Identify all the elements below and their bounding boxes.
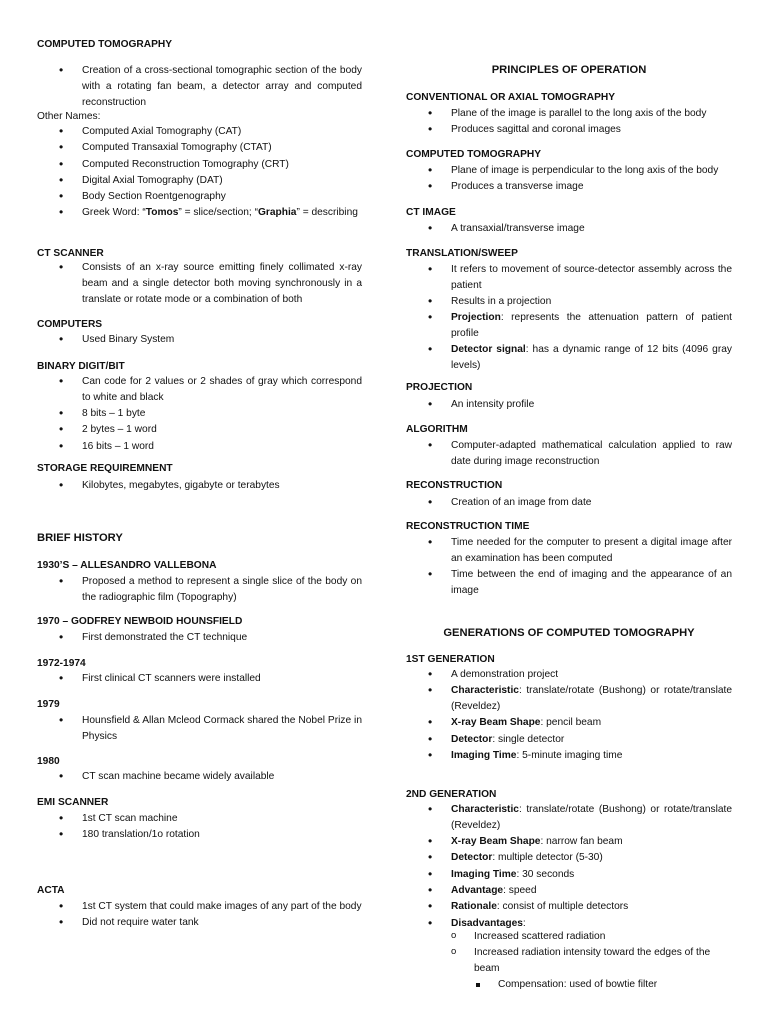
- computers-list: [37, 332, 362, 348]
- list-item: • X-ray Beam Shape: pencil beam: [406, 715, 732, 731]
- list-item: • 8 bits – 1 byte: [37, 406, 362, 422]
- heading-computers: COMPUTERS: [37, 319, 103, 330]
- heading-1972-1974: 1972-1974: [37, 658, 86, 669]
- list-item: • It refers to movement of source-detector assembly across the patient: [406, 262, 732, 294]
- heading-emi-scanner: EMI SCANNER: [37, 797, 109, 808]
- heading-ct-scanner: CT SCANNER: [37, 248, 104, 259]
- list-item: • A demonstration project: [406, 667, 732, 683]
- heading-2nd-generation: 2ND GENERATION: [406, 789, 497, 800]
- binary-list: [37, 374, 362, 455]
- reconstruction-list: [406, 495, 732, 511]
- list-item: • Used Binary System: [37, 332, 362, 348]
- list-item: • First demonstrated the CT technique: [37, 630, 362, 646]
- algorithm-list: [406, 438, 732, 470]
- heading-1970: 1970 – GODFREY NEWBOID HOUNSFIELD: [37, 616, 243, 627]
- heading-reconstruction: RECONSTRUCTION: [406, 480, 503, 491]
- list-item: • Results in a projection: [406, 294, 732, 310]
- list-item: • Kilobytes, megabytes, gigabyte or terabytes: [37, 478, 362, 494]
- heading-acta: ACTA: [37, 885, 65, 896]
- list-item: • X-ray Beam Shape: narrow fan beam: [406, 834, 732, 850]
- heading-binary-digit: BINARY DIGIT/BIT: [37, 361, 125, 372]
- list-item: • First clinical CT scanners were installed: [37, 671, 362, 687]
- list-item: • An intensity profile: [406, 397, 732, 413]
- heading-1930s: 1930’S – ALLESANDRO VALLEBONA: [37, 560, 217, 571]
- list-item: • 180 translation/1o rotation: [37, 827, 362, 843]
- list-item: • Rationale: consist of multiple detectors: [406, 899, 732, 915]
- list-item: • Disadvantages:: [406, 916, 732, 932]
- list-item: • Did not require water tank: [37, 915, 362, 931]
- list-item: • 16 bits – 1 word: [37, 439, 362, 455]
- ct-image-list: [406, 221, 732, 237]
- heading-principles-of-operation: PRINCIPLES OF OPERATION: [491, 64, 647, 76]
- emi-scanner-list: [37, 811, 362, 844]
- list-item: • Produces sagittal and coronal images: [406, 122, 732, 138]
- list-item: • Characteristic: translate/rotate (Bushong) or rotate/translate (Reveldez): [406, 802, 732, 834]
- ct-definition-list: [37, 63, 362, 111]
- list-item: • A transaxial/transverse image: [406, 221, 732, 237]
- ct-scanner-list: [37, 260, 362, 308]
- list-item: • Can code for 2 values or 2 shades of gray which correspond to white and black: [37, 374, 362, 406]
- list-item: • Projection: represents the attenuation pattern of patient profile: [406, 310, 732, 342]
- conventional-list: [406, 106, 732, 139]
- list-item: • Creation of a cross-sectional tomographic section of the body with a rotating fan beam, a detector array and computed reconstruction: [37, 63, 362, 110]
- list-item: • Computer-adapted mathematical calculation applied to raw date during image reconstruction: [406, 438, 732, 470]
- heading-1980: 1980: [37, 756, 60, 767]
- list-item: o Increased scattered radiation: [406, 929, 732, 945]
- list-item: • Characteristic: translate/rotate (Bushong) or rotate/translate (Reveldez): [406, 683, 732, 715]
- history-1970-list: [37, 630, 362, 646]
- history-1930-list: [37, 574, 362, 606]
- heading-ct-image: CT IMAGE: [406, 207, 456, 218]
- list-item: • Detector: multiple detector (5-30): [406, 850, 732, 866]
- gen1-list: [406, 667, 732, 764]
- heading-conventional-tomography: CONVENTIONAL OR AXIAL TOMOGRAPHY: [406, 92, 616, 103]
- gen2-list: [406, 802, 732, 932]
- list-item: • Digital Axial Tomography (DAT): [37, 173, 362, 189]
- other-names-list: [37, 124, 362, 222]
- ct2-list: [406, 163, 732, 196]
- list-item: Compensation: used of bowtie filter: [406, 977, 732, 993]
- heading-generations: GENERATIONS OF COMPUTED TOMOGRAPHY: [443, 627, 695, 639]
- list-item: • Hounsfield & Allan Mcleod Cormack shared the Nobel Prize in Physics: [37, 713, 362, 745]
- translation-list: [406, 262, 732, 375]
- list-item: • Detector: single detector: [406, 732, 732, 748]
- list-item: • Computed Transaxial Tomography (CTAT): [37, 140, 362, 156]
- list-item: • CT scan machine became widely available: [37, 769, 362, 785]
- heading-computed-tomography: COMPUTED TOMOGRAPHY: [37, 39, 173, 50]
- heading-1979: 1979: [37, 699, 60, 710]
- history-1980-list: [37, 769, 362, 785]
- heading-projection: PROJECTION: [406, 382, 473, 393]
- list-item: • Detector signal: has a dynamic range of 12 bits (4096 gray levels): [406, 342, 732, 374]
- list-item: • 2 bytes – 1 word: [37, 422, 362, 438]
- list-item: • Advantage: speed: [406, 883, 732, 899]
- projection-list: [406, 397, 732, 413]
- other-names-label: Other Names:: [37, 111, 101, 122]
- heading-storage: STORAGE REQUIREMNENT: [37, 463, 173, 474]
- list-item: • 1st CT scan machine: [37, 811, 362, 827]
- list-item: • Consists of an x-ray source emitting finely collimated x-ray beam and a single detector both moving synchronously in a translate or rotate mode or a combination of both: [37, 260, 362, 307]
- list-item: • Computed Reconstruction Tomography (CRT): [37, 157, 362, 173]
- list-item: • Imaging Time: 5-minute imaging time: [406, 748, 732, 764]
- compensation-sublist: [406, 977, 732, 993]
- disadvantages-sublist: [406, 929, 732, 977]
- history-1979-list: [37, 713, 362, 745]
- heading-computed-tomography-2: COMPUTED TOMOGRAPHY: [406, 149, 542, 160]
- list-item: • Creation of an image from date: [406, 495, 732, 511]
- list-item: • Plane of the image is parallel to the long axis of the body: [406, 106, 732, 122]
- list-item: • Plane of image is perpendicular to the long axis of the body: [406, 163, 732, 179]
- heading-translation-sweep: TRANSLATION/SWEEP: [406, 248, 518, 259]
- list-item: • Imaging Time: 30 seconds: [406, 867, 732, 883]
- heading-1st-generation: 1ST GENERATION: [406, 654, 495, 665]
- list-item: • Time needed for the computer to present a digital image after an examination has been computed: [406, 535, 732, 567]
- list-item: • 1st CT system that could make images of any part of the body: [37, 899, 362, 915]
- list-item: • Proposed a method to represent a single slice of the body on the radiographic film (Topography): [37, 574, 362, 606]
- heading-brief-history: BRIEF HISTORY: [37, 532, 123, 544]
- reconstruction-time-list: [406, 535, 732, 599]
- heading-algorithm: ALGORITHM: [406, 424, 468, 435]
- heading-reconstruction-time: RECONSTRUCTION TIME: [406, 521, 530, 532]
- history-1972-list: [37, 671, 362, 687]
- storage-list: [37, 478, 362, 494]
- acta-list: [37, 899, 362, 932]
- list-item: o Increased radiation intensity toward the edges of the beam: [406, 945, 732, 977]
- greek-word-item: • Greek Word: “Tomos” = slice/section; “Graphia” = describing: [37, 205, 362, 221]
- list-item: • Body Section Roentgenography: [37, 189, 362, 205]
- list-item: • Time between the end of imaging and the appearance of an image: [406, 567, 732, 599]
- list-item: • Produces a transverse image: [406, 179, 732, 195]
- list-item: • Computed Axial Tomography (CAT): [37, 124, 362, 140]
